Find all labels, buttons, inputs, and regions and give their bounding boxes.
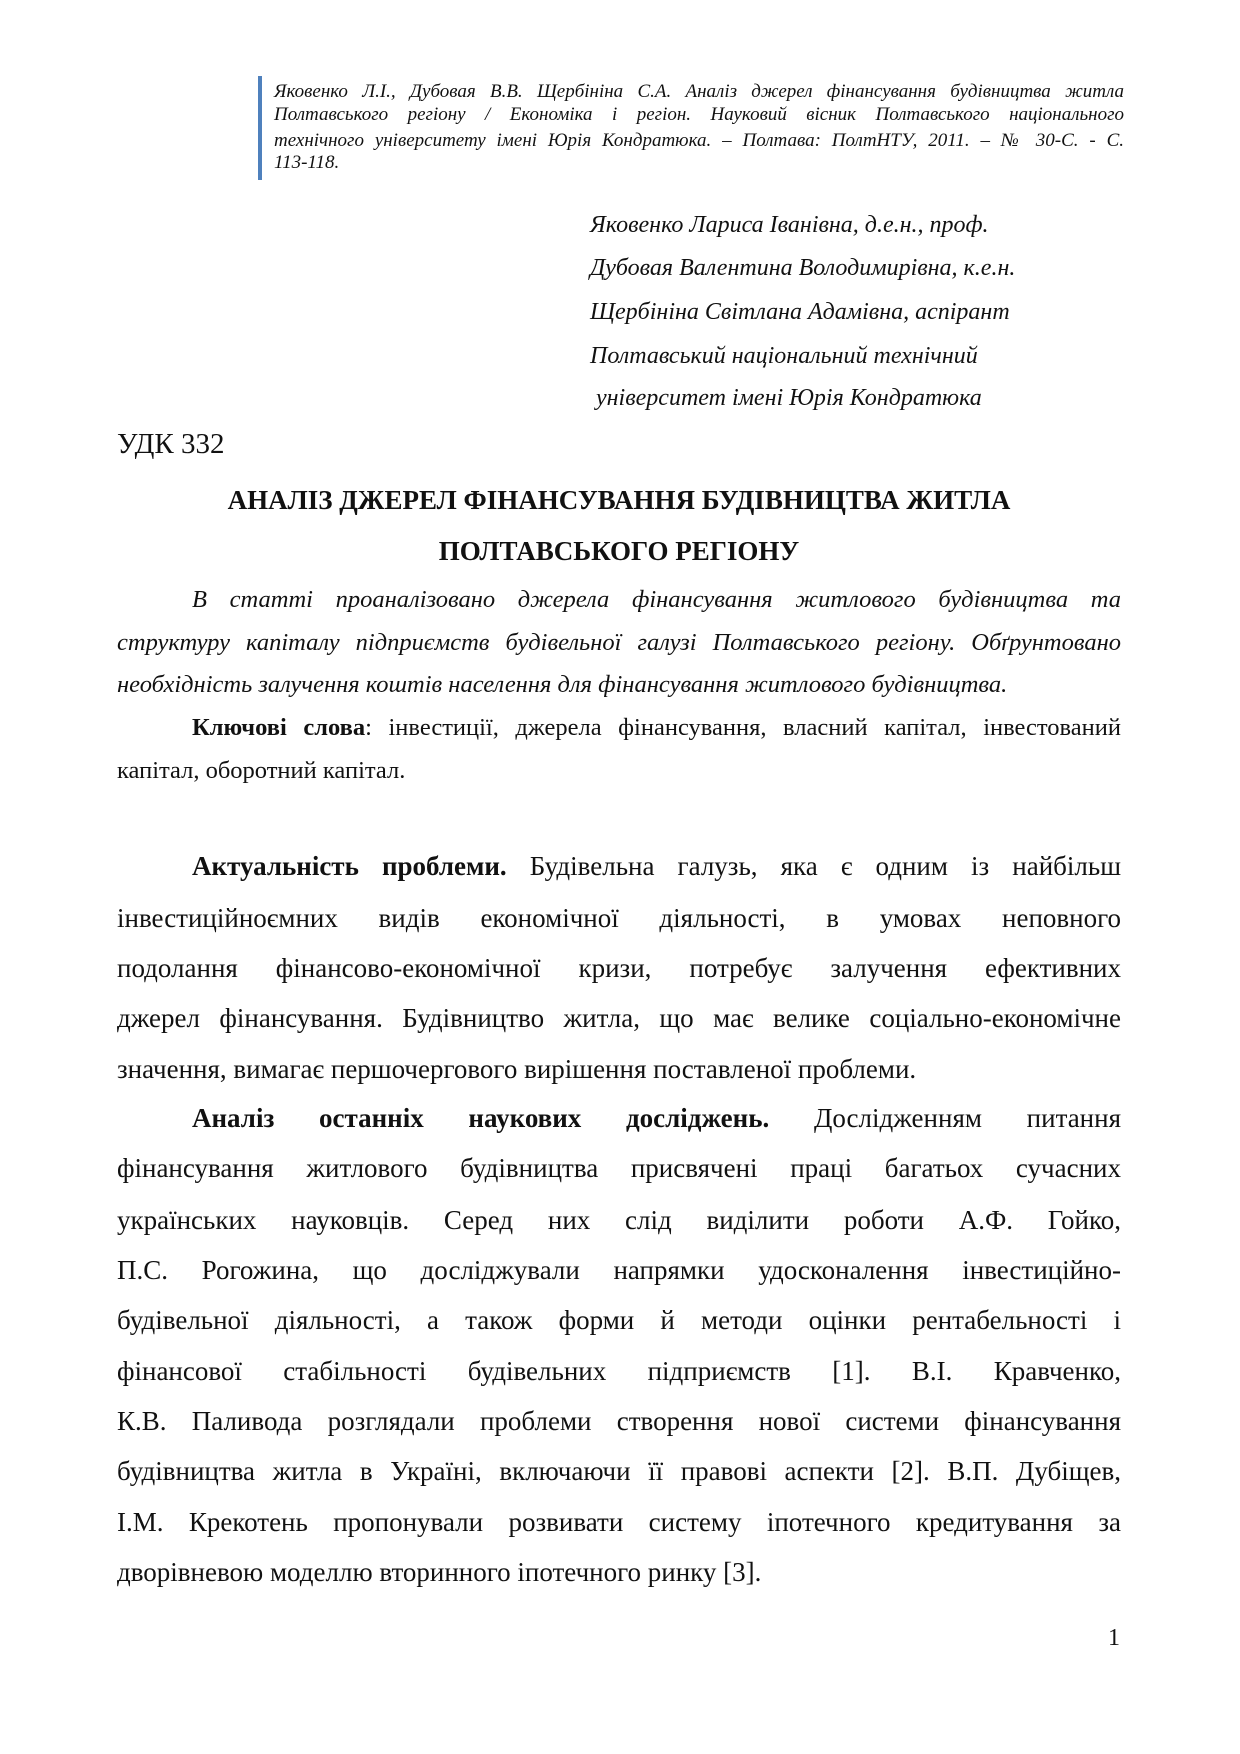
abstract-line: В статті проаналізовано джерела фінансування житлового будівництва та bbox=[192, 586, 1121, 613]
keywords-text: : інвестиції, джерела фінансування, власний капітал, інвестований bbox=[365, 714, 1121, 741]
udk-code: УДК 332 bbox=[117, 428, 225, 460]
paragraph-line: джерел фінансування. Будівництво житла, що має велике соціально-економічне bbox=[117, 1003, 1121, 1033]
affiliation-line: університет імені Юрія Кондратюка bbox=[590, 385, 982, 411]
paragraph-line: І.М. Крекотень пропонували розвивати систему іпотечного кредитування за bbox=[117, 1507, 1121, 1537]
citation-line: Полтавського регіону / Економіка і регіон. Науковий вісник Полтавського національного bbox=[274, 104, 1124, 125]
paragraph-line: українських науковців. Серед них слід виділити роботи А.Ф. Гойко, bbox=[117, 1205, 1121, 1235]
citation-bar bbox=[258, 76, 262, 180]
paragraph-text: Дослідженням питання bbox=[769, 1103, 1121, 1133]
paragraph-line: фінансової стабільності будівельних підприємств [1]. В.І. Кравченко, bbox=[117, 1356, 1121, 1386]
page-number: 1 bbox=[1108, 1625, 1120, 1651]
abstract-line: структуру капіталу підприємств будівельної галузі Полтавського регіону. Обґрунтовано bbox=[117, 629, 1121, 656]
author-line: Яковенко Лариса Іванівна, д.е.н., проф. bbox=[590, 212, 989, 238]
citation-line: 113-118. bbox=[274, 152, 340, 173]
paragraph-line: К.В. Паливода розглядали проблеми створення нової системи фінансування bbox=[117, 1406, 1121, 1436]
paragraph-line: значення, вимагає першочергового вирішення поставленої проблеми. bbox=[117, 1054, 917, 1084]
article-title: ПОЛТАВСЬКОГО РЕГІОНУ bbox=[438, 536, 800, 566]
citation-line: Яковенко Л.І., Дубовая В.В. Щербініна С.А. Аналіз джерел фінансування будівництва житла bbox=[274, 81, 1124, 102]
article-title: АНАЛІЗ ДЖЕРЕЛ ФІНАНСУВАННЯ БУДІВНИЦТВА ЖИТЛА bbox=[227, 485, 1011, 515]
author-line: Дубовая Валентина Володимирівна, к.е.н. bbox=[590, 255, 1016, 281]
paragraph-text: Будівельна галузь, яка є одним із найбільш bbox=[506, 851, 1122, 881]
paragraph-line: інвестиційноємних видів економічної діяльності, в умовах неповного bbox=[117, 903, 1121, 933]
paragraph-line bbox=[192, 1102, 1121, 1134]
affiliation-line: Полтавський національний технічний bbox=[590, 343, 978, 369]
keywords-line bbox=[192, 713, 1121, 743]
paragraph-line: будівництва житла в Україні, включаючи її правові аспекти [2]. В.П. Дубіщев, bbox=[117, 1456, 1121, 1486]
citation-line: технічного університету імені Юрія Кондратюка. – Полтава: ПолтНТУ, 2011. – № 30-С. - С. bbox=[274, 130, 1124, 151]
keywords-label: Ключові слова bbox=[192, 714, 366, 741]
paragraph-line bbox=[192, 850, 1121, 882]
paragraph-line: П.С. Рогожина, що досліджували напрямки удосконалення інвестиційно- bbox=[117, 1255, 1121, 1285]
paragraph-line: будівельної діяльності, а також форми й методи оцінки рентабельності і bbox=[117, 1305, 1121, 1335]
paragraph-line: дворівневою моделлю вторинного іпотечного ринку [3]. bbox=[117, 1557, 762, 1587]
abstract-line: необхідність залучення коштів населення для фінансування житлового будівництва. bbox=[117, 671, 1008, 698]
section-heading: Актуальність проблеми. bbox=[192, 851, 507, 881]
author-line: Щербініна Світлана Адамівна, аспірант bbox=[590, 299, 1010, 325]
keywords-line: капітал, оборотний капітал. bbox=[117, 757, 406, 784]
section-heading: Аналіз останніх наукових досліджень. bbox=[192, 1103, 770, 1133]
paragraph-line: подолання фінансово-економічної кризи, потребує залучення ефективних bbox=[117, 953, 1121, 983]
paragraph-line: фінансування житлового будівництва присвячені праці багатьох сучасних bbox=[117, 1153, 1121, 1183]
